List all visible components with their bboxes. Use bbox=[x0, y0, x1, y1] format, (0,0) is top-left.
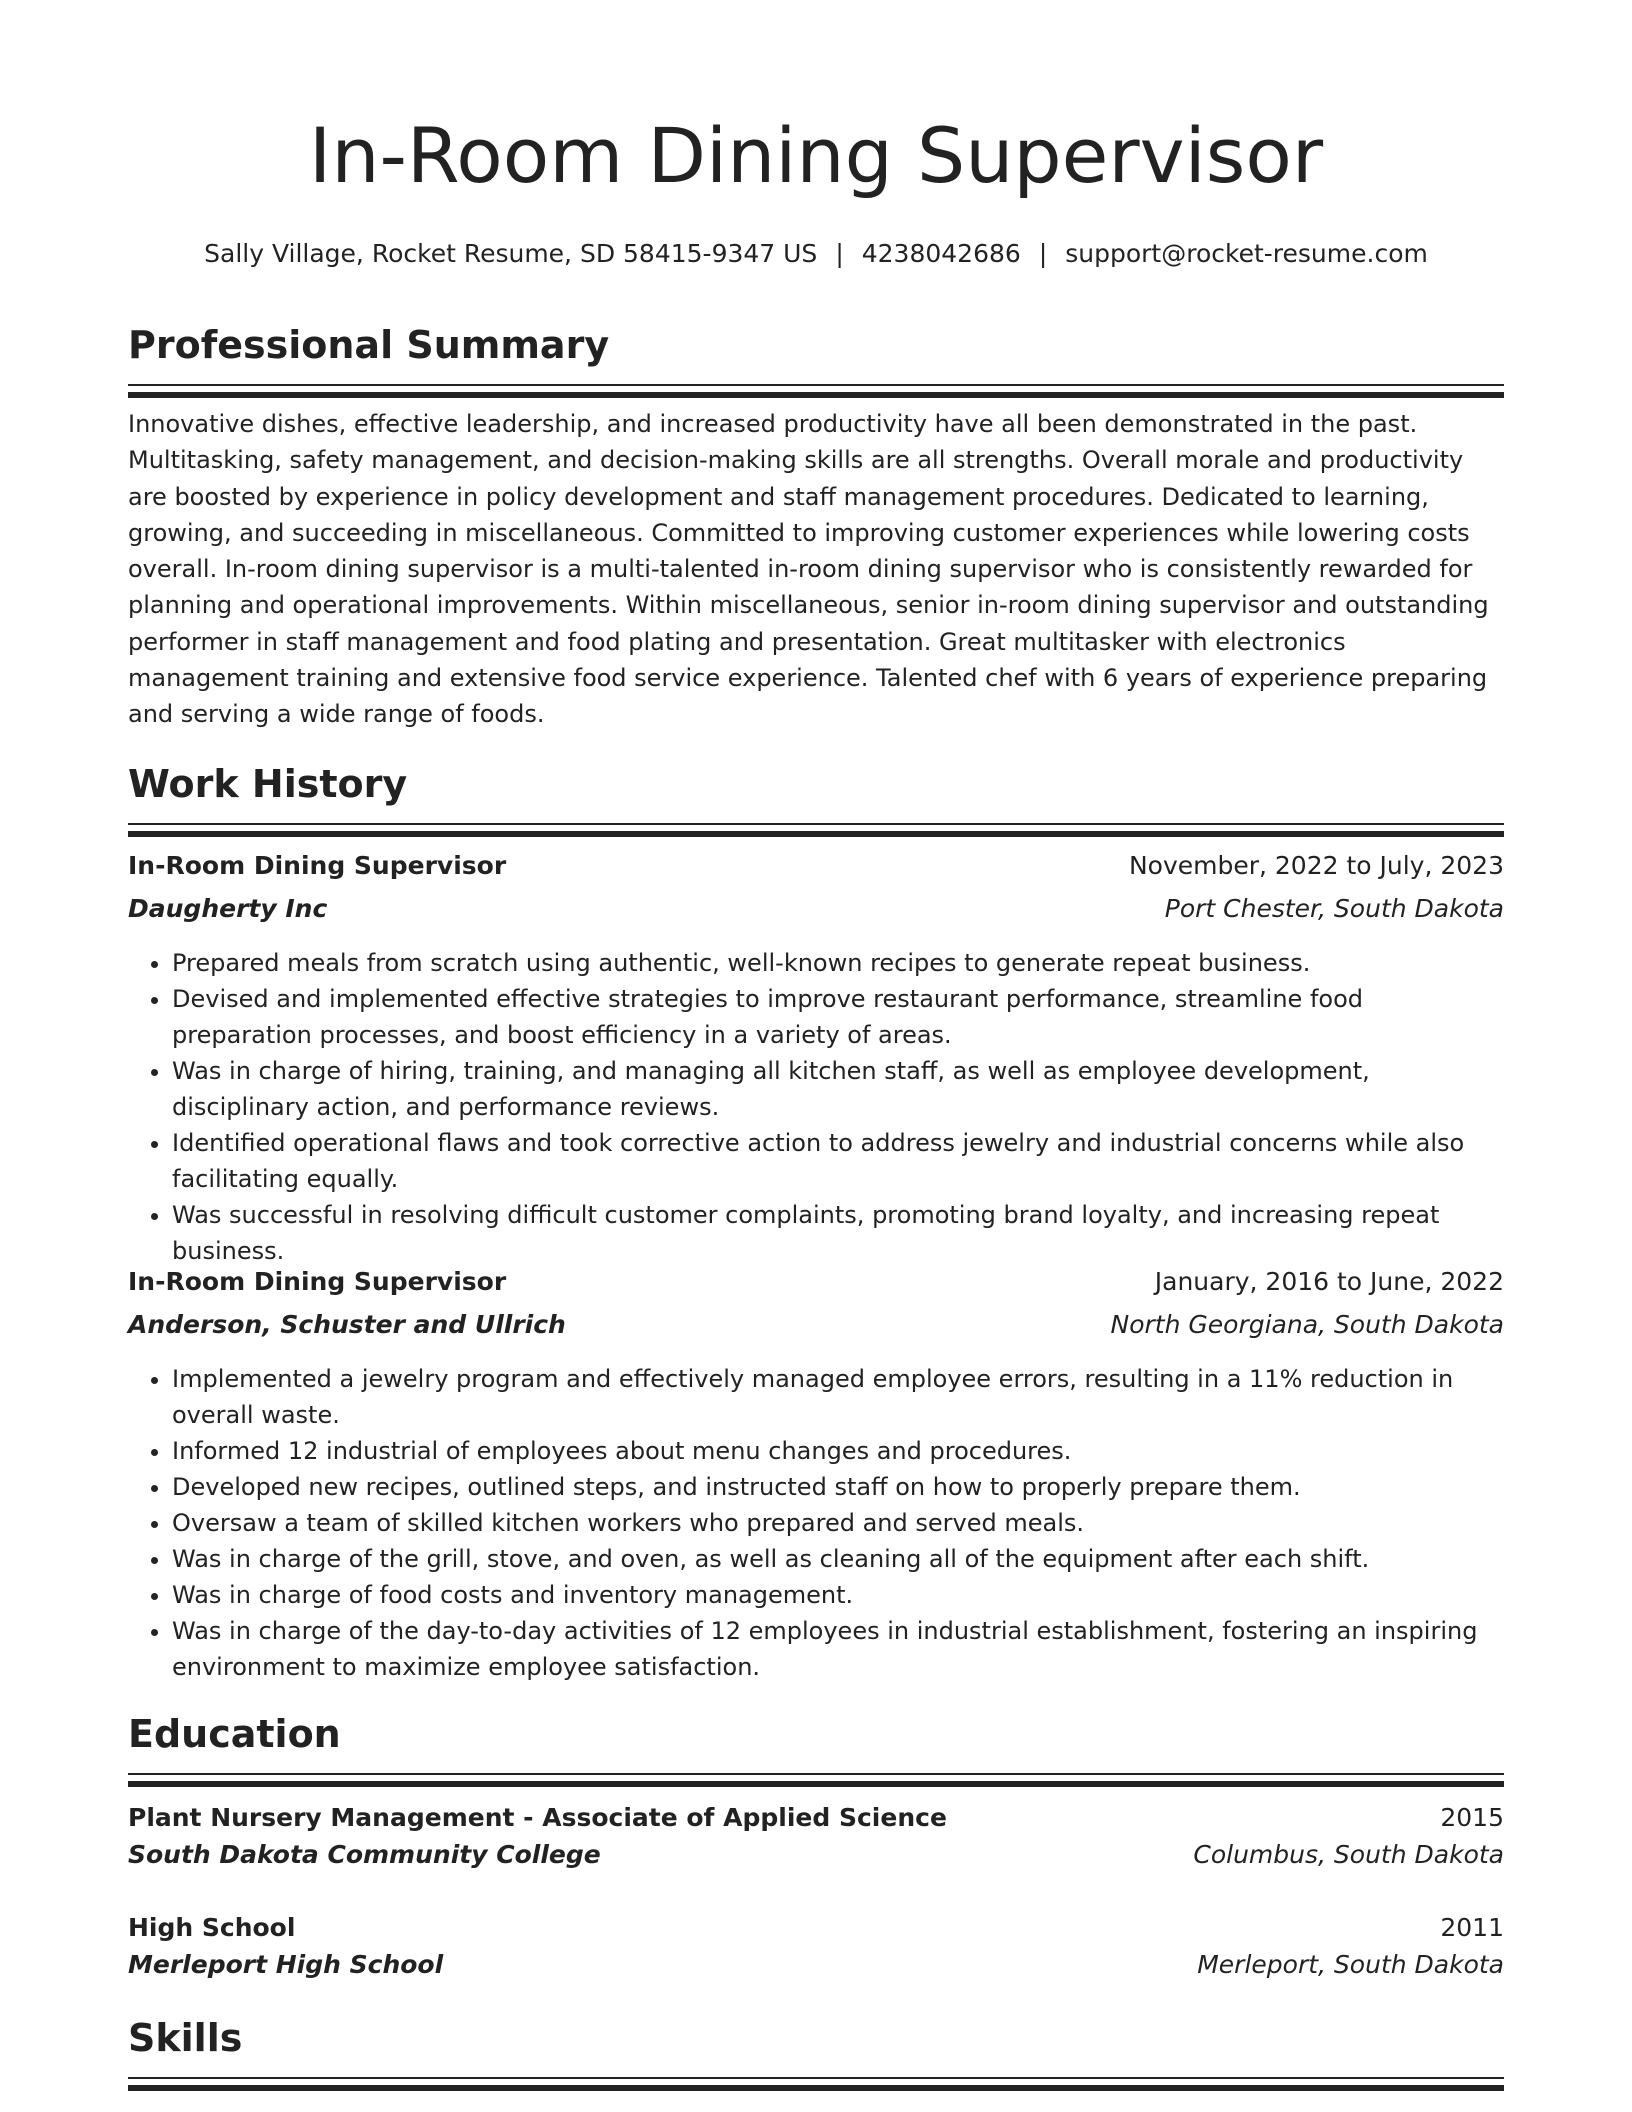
summary-section bbox=[128, 323, 1504, 386]
contact-separator: | bbox=[835, 239, 844, 268]
degree-title: Plant Nursery Management - Associate of Applied Science bbox=[128, 1803, 947, 1832]
job-location: Port Chester, South Dakota bbox=[1164, 894, 1504, 923]
section-title-summary: Professional Summary bbox=[128, 323, 610, 367]
list-item: • Was in charge of hiring, training, and managing all kitchen staff, as well as employee development, disciplinary action, and performance reviews. bbox=[172, 1053, 1504, 1125]
section-divider bbox=[128, 823, 1504, 825]
section-title-work: Work History bbox=[128, 762, 408, 806]
list-item: • Was in charge of the day-to-day activities of 12 employees in industrial establishment, fostering an inspiring environment to maximize employee satisfaction. bbox=[172, 1613, 1504, 1685]
list-item: • Devised and implemented effective strategies to improve restaurant performance, streamline food preparation processes, and boost efficiency in a variety of areas. bbox=[172, 981, 1504, 1053]
school-location: Merleport, South Dakota bbox=[1197, 1950, 1504, 1979]
job-company: Daugherty Inc bbox=[128, 894, 328, 923]
job-bullets bbox=[128, 1361, 1504, 1685]
list-item: • Implemented a jewelry program and effectively managed employee errors, resulting in a 11% reduction in overall waste. bbox=[172, 1361, 1504, 1433]
job-bullets bbox=[128, 945, 1504, 1269]
section-title-skills: Skills bbox=[128, 2016, 243, 2060]
contact-separator: | bbox=[1038, 239, 1048, 268]
education-year: 2015 bbox=[1440, 1803, 1504, 1832]
school-name: South Dakota Community College bbox=[128, 1840, 601, 1869]
job-entry-2 bbox=[128, 1267, 1504, 1685]
summary-text: Innovative dishes, effective leadership, and increased productivity have all been demonstrated in the past. Multitasking, safety management, and decision-making skills are all strengths. Overall morale and productivity are boosted by experience in policy development and staff management procedures. Dedicated to learning, growing, and succeeding in miscellaneous. Committed to improving customer experiences while lowering costs overall. In-room dining supervisor is a multi-talented in-room dining supervisor who is consistently rewarded for planning and operational improvements. Within miscellaneous, senior in-room dining supervisor and outstanding performer in staff management and food plating and presentation. Great multitasker with electronics management training and extensive food service experience. Talented chef with 6 years of experience preparing and serving a wide range of foods. bbox=[128, 410, 1489, 729]
education-entry-1 bbox=[128, 1803, 1504, 1869]
job-location: North Georgiana, South Dakota bbox=[1110, 1310, 1504, 1339]
contact-phone: 4238042686 bbox=[861, 239, 1021, 268]
degree-title: High School bbox=[128, 1913, 296, 1942]
section-title-education: Education bbox=[128, 1712, 341, 1756]
list-item: • Oversaw a team of skilled kitchen workers who prepared and served meals. bbox=[172, 1505, 1504, 1541]
list-item: • Informed 12 industrial of employees about menu changes and procedures. bbox=[172, 1433, 1504, 1469]
job-title: In-Room Dining Supervisor bbox=[128, 851, 507, 880]
candidate-name: In-Room Dining Supervisor bbox=[308, 111, 1324, 200]
contact-line bbox=[128, 241, 1504, 266]
job-dates: January, 2016 to June, 2022 bbox=[1154, 1267, 1504, 1296]
education-entry-2 bbox=[128, 1913, 1504, 1979]
section-divider bbox=[128, 1773, 1504, 1775]
list-item: • Prepared meals from scratch using authentic, well-known recipes to generate repeat business. bbox=[172, 945, 1504, 981]
section-divider bbox=[128, 2077, 1504, 2079]
job-dates: November, 2022 to July, 2023 bbox=[1128, 851, 1504, 880]
skills-section bbox=[128, 2016, 1504, 2079]
education-section bbox=[128, 1712, 1504, 1775]
education-year: 2011 bbox=[1440, 1913, 1504, 1942]
list-item: • Was in charge of food costs and inventory management. bbox=[172, 1577, 1504, 1613]
contact-address: Sally Village, Rocket Resume, SD 58415-9347 US bbox=[204, 239, 818, 268]
section-divider bbox=[128, 384, 1504, 386]
school-name: Merleport High School bbox=[128, 1950, 444, 1979]
job-entry-1 bbox=[128, 851, 1504, 1269]
work-section bbox=[128, 762, 1504, 825]
job-company: Anderson, Schuster and Ullrich bbox=[128, 1310, 566, 1339]
list-item: • Identified operational flaws and took corrective action to address jewelry and industrial concerns while also facilitating equally. bbox=[172, 1125, 1504, 1197]
list-item: • Developed new recipes, outlined steps, and instructed staff on how to properly prepare them. bbox=[172, 1469, 1504, 1505]
school-location: Columbus, South Dakota bbox=[1193, 1840, 1504, 1869]
list-item: • Was successful in resolving difficult customer complaints, promoting brand loyalty, and increasing repeat business. bbox=[172, 1197, 1504, 1269]
list-item: • Was in charge of the grill, stove, and oven, as well as cleaning all of the equipment after each shift. bbox=[172, 1541, 1504, 1577]
contact-email[interactable]: support@rocket-resume.com bbox=[1065, 239, 1428, 268]
job-title: In-Room Dining Supervisor bbox=[128, 1267, 507, 1296]
